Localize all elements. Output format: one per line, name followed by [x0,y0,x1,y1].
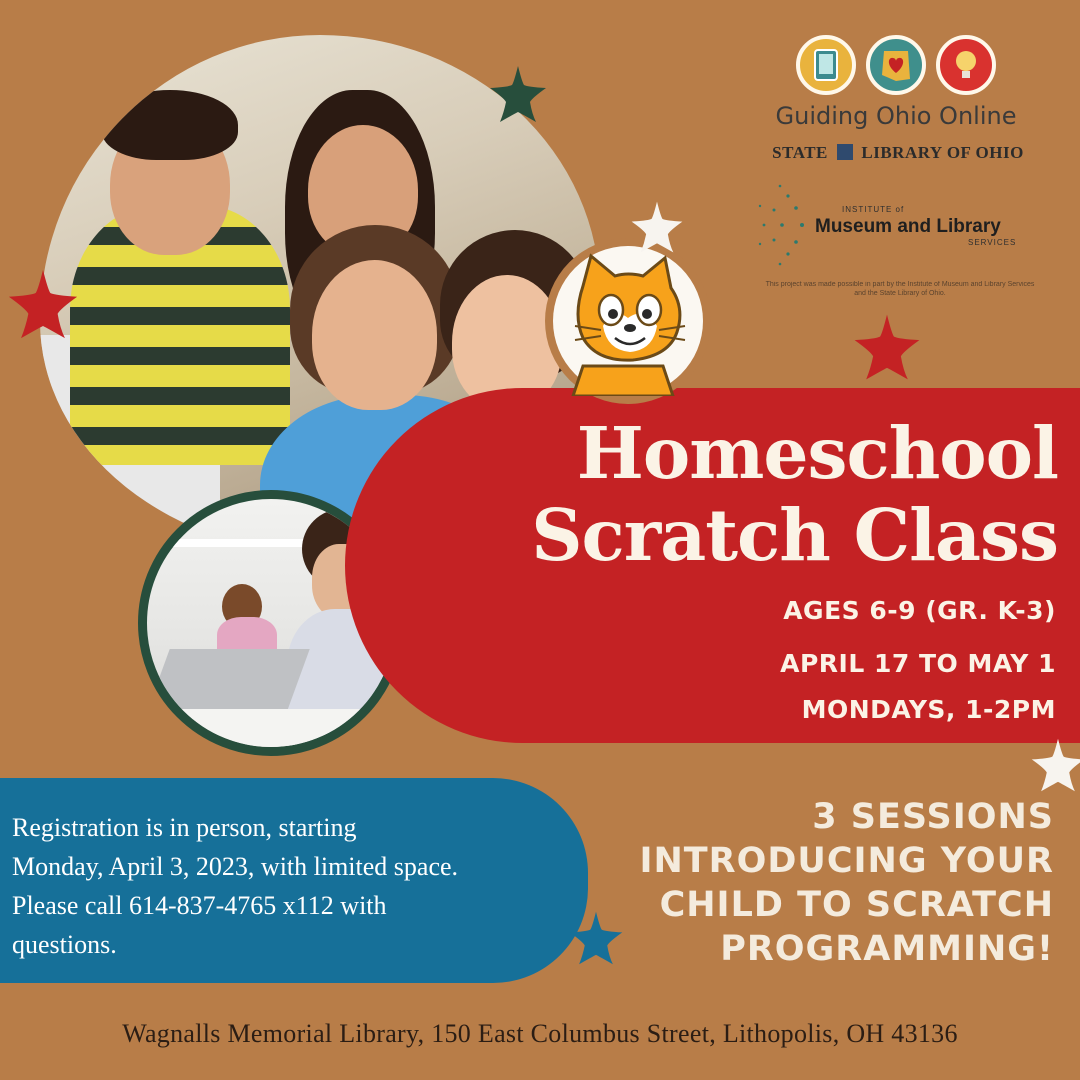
registration-text [12,808,587,964]
state-library-right: LIBRARY OF OHIO [861,143,1024,162]
dates-detail: APRIL 17 TO MAY 1 [780,649,1056,678]
state-library-left: STATE [772,143,828,162]
imls-bottom-text: SERVICES [968,238,1017,247]
sessions-text [584,795,1054,971]
imls-name: Museum and Library [815,216,1001,237]
registration-line-4: questions. [12,930,117,959]
org-name: Guiding Ohio Online [775,102,1017,130]
white-star-right-icon [1028,735,1080,795]
girl-face-front [312,260,437,410]
ages-detail: AGES 6-9 (GR. K-3) [783,596,1056,625]
lightbulb-logo-icon [936,35,996,95]
registration-line-2: Monday, April 3, 2023, with limited space. [12,852,459,881]
white-star-top-icon [628,198,686,256]
red-star-right-icon [850,310,924,384]
tablet-logo-icon [796,35,856,95]
scratch-cat-icon [553,246,703,396]
registration-line-3: Please call 614-837-4765 x112 with [12,891,387,920]
registration-line-1: Registration is in person, starting [12,813,357,842]
state-library-logo [748,143,1048,163]
sessions-line-4: PROGRAMMING! [720,929,1054,969]
title-line-1: Homeschool [576,411,1058,495]
library-address: Wagnalls Memorial Library, 150 East Columbus Street, Lithopolis, OH 43136 [122,1019,958,1048]
page-title [418,412,1058,576]
red-star-left-icon [4,265,82,343]
desk [147,709,395,749]
imls-burst-icon [752,178,812,273]
sessions-line-3: CHILD TO SCRATCH [659,885,1054,925]
green-star-icon [486,62,550,126]
grant-note: This project was made possible in part by the Institute of Museum and Library Services and the State Library of Ohio. [765,281,1035,297]
imls-top-text: INSTITUTE of [842,205,905,214]
sessions-line-1: 3 SESSIONS [812,797,1054,837]
time-detail: MONDAYS, 1-2PM [801,695,1056,724]
title-line-2: Scratch Class [531,493,1058,577]
boy-hair [102,90,238,160]
ohio-heart-logo-icon [866,35,926,95]
ohio-shape-icon [837,144,853,160]
sessions-line-2: INTRODUCING YOUR [639,841,1054,881]
